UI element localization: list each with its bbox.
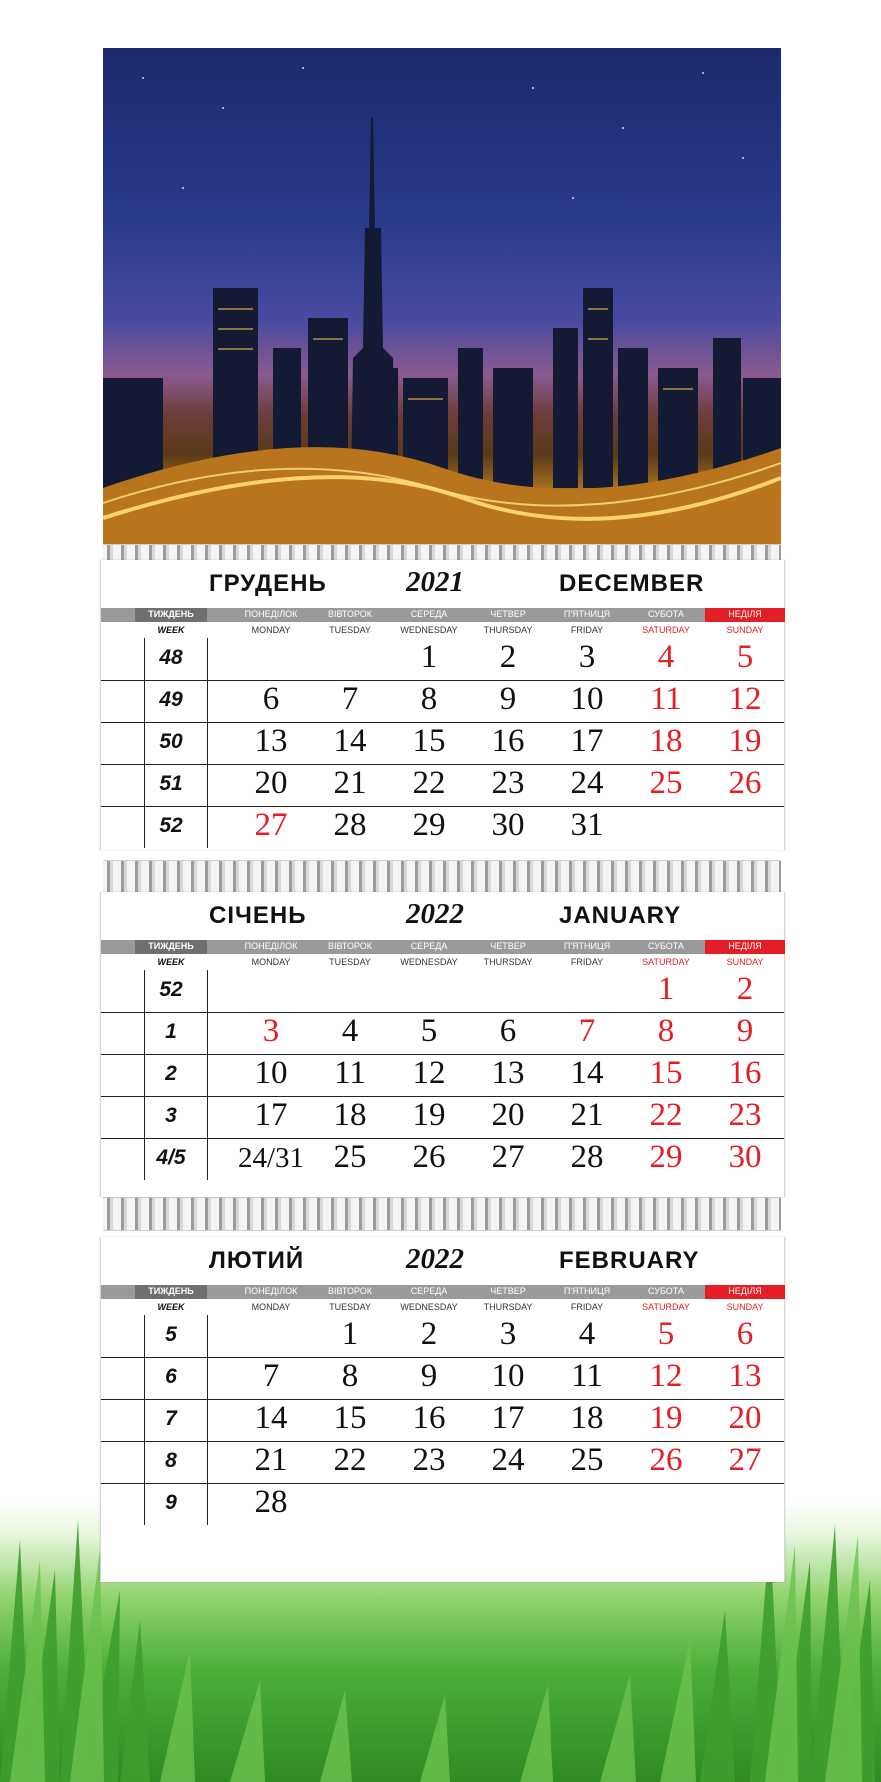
weekday-label-en: MONDAY (251, 625, 291, 635)
day-cell: 16 (728, 1055, 762, 1092)
day-cell: 4 (341, 1013, 359, 1050)
week-number: 52 (159, 814, 183, 837)
weekday-label-ua: ПОНЕДІЛОК (244, 1286, 298, 1296)
weekday-header-ua (101, 608, 784, 622)
month-header (101, 892, 784, 940)
week-number: 3 (165, 1104, 177, 1127)
week-number: 51 (159, 772, 183, 795)
weekday-label-ua: НЕДІЛЯ (705, 1285, 785, 1299)
weekday-label-ua: СЕРЕДА (410, 941, 448, 951)
weekday-label-en: SATURDAY (642, 1302, 690, 1312)
week-header-ua: ТИЖДЕНЬ (135, 1285, 207, 1299)
week-row (101, 1315, 784, 1358)
day-cell: 29 (649, 1139, 683, 1176)
day-cell: 19 (412, 1097, 446, 1134)
day-cell: 10 (254, 1055, 288, 1092)
week-number: 49 (159, 688, 183, 711)
month-name-ua: ЛЮТИЙ (209, 1247, 305, 1274)
day-cell: 20 (254, 765, 288, 802)
day-cell: 12 (649, 1358, 683, 1395)
week-number: 52 (159, 978, 183, 1001)
weekday-label-ua: ВІВТОРОК (327, 941, 373, 951)
month-sheet-december (100, 560, 785, 850)
day-cell: 12 (412, 1055, 446, 1092)
day-cell: 23 (728, 1097, 762, 1134)
day-cell: 25 (649, 765, 683, 802)
weekday-label-en: SATURDAY (642, 625, 690, 635)
week-number: 4/5 (156, 1146, 186, 1169)
week-row (101, 1012, 784, 1055)
day-cell: 22 (649, 1097, 683, 1134)
week-row (101, 970, 784, 1013)
weekday-label-ua: НЕДІЛЯ (705, 940, 785, 954)
day-cell: 6 (736, 1316, 754, 1353)
weekday-label-ua: ПОНЕДІЛОК (244, 941, 298, 951)
month-year: 2022 (406, 1243, 464, 1275)
weekday-label-en: TUESDAY (329, 957, 371, 967)
day-cell: 1 (341, 1316, 359, 1353)
day-cell: 15 (333, 1400, 367, 1437)
week-number: 6 (165, 1365, 177, 1388)
day-cell: 29 (412, 807, 446, 844)
day-cell: 18 (649, 723, 683, 760)
month-year: 2021 (406, 566, 464, 598)
day-cell: 11 (650, 681, 682, 718)
day-cell: 5 (420, 1013, 438, 1050)
day-cell: 9 (420, 1358, 438, 1395)
weekday-label-ua: СЕРЕДА (410, 1286, 448, 1296)
day-cell: 3 (499, 1316, 517, 1353)
weekday-label-en: SUNDAY (726, 1302, 764, 1312)
weekday-label-en: FRIDAY (570, 957, 604, 967)
day-cell: 7 (578, 1013, 596, 1050)
day-cell: 1 (657, 971, 675, 1008)
day-cell: 2 (420, 1316, 438, 1353)
week-number: 1 (165, 1020, 177, 1043)
day-cell: 22 (333, 1442, 367, 1479)
day-cell: 6 (262, 681, 280, 718)
week-row (101, 1054, 784, 1097)
weekday-label-ua: ЧЕТВЕР (490, 609, 526, 619)
week-row (101, 722, 784, 765)
day-cell: 13 (491, 1055, 525, 1092)
day-cell: 30 (728, 1139, 762, 1176)
day-cell: 15 (649, 1055, 683, 1092)
weekday-header-en (101, 1299, 784, 1315)
day-cell: 5 (736, 639, 754, 676)
weekday-label-en: TUESDAY (329, 625, 371, 635)
day-cell: 5 (657, 1316, 675, 1353)
weekday-label-en: THURSDAY (483, 957, 533, 967)
month-name-ua: ГРУДЕНЬ (209, 570, 327, 597)
day-cell: 14 (570, 1055, 604, 1092)
day-cell: 15 (412, 723, 446, 760)
week-row (101, 1138, 784, 1180)
month-name-en: FEBRUARY (559, 1247, 700, 1274)
day-cell: 21 (333, 765, 367, 802)
day-cell: 25 (333, 1139, 367, 1176)
weekday-header-en (101, 622, 784, 638)
day-cell: 11 (571, 1358, 603, 1395)
day-cell: 18 (570, 1400, 604, 1437)
day-cell: 28 (333, 807, 367, 844)
weekday-label-en: SUNDAY (726, 957, 764, 967)
day-cell: 13 (728, 1358, 762, 1395)
week-header-ua: ТИЖДЕНЬ (135, 608, 207, 622)
month-sheet-january (100, 892, 785, 1197)
day-cell: 9 (736, 1013, 754, 1050)
ring-binding (103, 1197, 781, 1231)
weekday-label-en: TUESDAY (329, 1302, 371, 1312)
day-cell: 24 (491, 1442, 525, 1479)
week-number: 50 (159, 730, 183, 753)
week-row (101, 764, 784, 807)
week-header-en: WEEK (157, 1302, 185, 1312)
day-cell: 17 (254, 1097, 288, 1134)
day-cell: 4 (657, 639, 675, 676)
week-header-en: WEEK (157, 957, 185, 967)
weekday-label-ua: СЕРЕДА (410, 609, 448, 619)
day-cell: 28 (254, 1484, 288, 1521)
weekday-label-ua: ВІВТОРОК (327, 1286, 373, 1296)
weekday-header-ua (101, 940, 784, 954)
day-cell: 14 (254, 1400, 288, 1437)
month-year: 2022 (406, 898, 464, 930)
week-row (101, 1096, 784, 1139)
day-cell: 21 (570, 1097, 604, 1134)
day-cell: 22 (412, 765, 446, 802)
day-cell: 27 (728, 1442, 762, 1479)
month-name-en: DECEMBER (559, 570, 705, 597)
day-cell: 27 (491, 1139, 525, 1176)
weekday-label-ua: СУБОТА (648, 1286, 684, 1296)
day-cell: 2 (499, 639, 517, 676)
weekday-label-en: MONDAY (251, 1302, 291, 1312)
day-cell: 17 (491, 1400, 525, 1437)
weekday-label-ua: НЕДІЛЯ (705, 608, 785, 622)
day-cell: 8 (657, 1013, 675, 1050)
day-cell: 1 (420, 639, 438, 676)
day-cell: 24 (570, 765, 604, 802)
day-cell: 13 (254, 723, 288, 760)
day-cell: 8 (420, 681, 438, 718)
day-cell: 3 (262, 1013, 280, 1050)
weekday-label-ua: ПОНЕДІЛОК (244, 609, 298, 619)
month-name-ua: СІЧЕНЬ (209, 902, 307, 929)
day-cell: 20 (491, 1097, 525, 1134)
weekday-label-ua: П'ЯТНИЦЯ (563, 609, 611, 619)
day-cell: 26 (728, 765, 762, 802)
calendar-grid (101, 638, 784, 848)
week-row (101, 1399, 784, 1442)
day-cell: 8 (341, 1358, 359, 1395)
weekday-label-ua: СУБОТА (648, 941, 684, 951)
week-number: 48 (159, 646, 183, 669)
day-cell: 20 (728, 1400, 762, 1437)
weekday-label-ua: П'ЯТНИЦЯ (563, 941, 611, 951)
day-cell: 30 (491, 807, 525, 844)
day-cell: 23 (491, 765, 525, 802)
day-cell: 6 (499, 1013, 517, 1050)
calendar-grid (101, 970, 784, 1180)
weekday-label-ua: СУБОТА (648, 609, 684, 619)
day-cell: 28 (570, 1139, 604, 1176)
day-cell: 27 (254, 807, 288, 844)
month-name-en: JANUARY (559, 902, 682, 929)
day-cell: 7 (262, 1358, 280, 1395)
week-row (101, 680, 784, 723)
weekday-label-en: WEDNESDAY (400, 1302, 458, 1312)
city-skyline-photo (103, 48, 781, 544)
month-header (101, 1237, 784, 1285)
day-cell: 19 (728, 723, 762, 760)
day-cell: 10 (570, 681, 604, 718)
week-row (101, 1483, 784, 1525)
day-cell: 2 (736, 971, 754, 1008)
day-cell: 16 (412, 1400, 446, 1437)
weekday-label-en: WEDNESDAY (400, 625, 458, 635)
weekday-label-ua: П'ЯТНИЦЯ (563, 1286, 611, 1296)
day-cell: 26 (649, 1442, 683, 1479)
day-cell: 4 (578, 1316, 596, 1353)
weekday-label-en: SATURDAY (642, 957, 690, 967)
calendar-grid (101, 1315, 784, 1525)
week-row (101, 1357, 784, 1400)
day-cell: 12 (728, 681, 762, 718)
day-cell: 17 (570, 723, 604, 760)
week-row (101, 638, 784, 681)
day-cell: 24/31 (237, 1141, 305, 1174)
ring-binding (103, 860, 781, 894)
weekday-label-en: FRIDAY (570, 1302, 604, 1312)
week-row (101, 1441, 784, 1484)
day-cell: 31 (570, 807, 604, 844)
day-cell: 10 (491, 1358, 525, 1395)
weekday-label-en: FRIDAY (570, 625, 604, 635)
week-number: 5 (165, 1323, 177, 1346)
week-number: 2 (165, 1062, 177, 1085)
week-header-ua: ТИЖДЕНЬ (135, 940, 207, 954)
day-cell: 25 (570, 1442, 604, 1479)
weekday-label-en: SUNDAY (726, 625, 764, 635)
day-cell: 11 (334, 1055, 366, 1092)
day-cell: 18 (333, 1097, 367, 1134)
day-cell: 21 (254, 1442, 288, 1479)
weekday-label-ua: ЧЕТВЕР (490, 1286, 526, 1296)
day-cell: 16 (491, 723, 525, 760)
weekday-label-en: THURSDAY (483, 1302, 533, 1312)
week-row (101, 806, 784, 848)
weekday-label-ua: ВІВТОРОК (327, 609, 373, 619)
day-cell: 26 (412, 1139, 446, 1176)
day-cell: 9 (499, 681, 517, 718)
week-number: 9 (165, 1491, 177, 1514)
week-header-en: WEEK (157, 625, 185, 635)
day-cell: 19 (649, 1400, 683, 1437)
weekday-label-en: MONDAY (251, 957, 291, 967)
weekday-label-ua: ЧЕТВЕР (490, 941, 526, 951)
day-cell: 23 (412, 1442, 446, 1479)
weekday-label-en: WEDNESDAY (400, 957, 458, 967)
weekday-header-ua (101, 1285, 784, 1299)
month-header (101, 560, 784, 608)
weekday-header-en (101, 954, 784, 970)
day-cell: 3 (578, 639, 596, 676)
week-number: 7 (165, 1407, 177, 1430)
day-cell: 14 (333, 723, 367, 760)
day-cell: 7 (341, 681, 359, 718)
weekday-label-en: THURSDAY (483, 625, 533, 635)
month-sheet-february (100, 1237, 785, 1582)
week-number: 8 (165, 1449, 177, 1472)
